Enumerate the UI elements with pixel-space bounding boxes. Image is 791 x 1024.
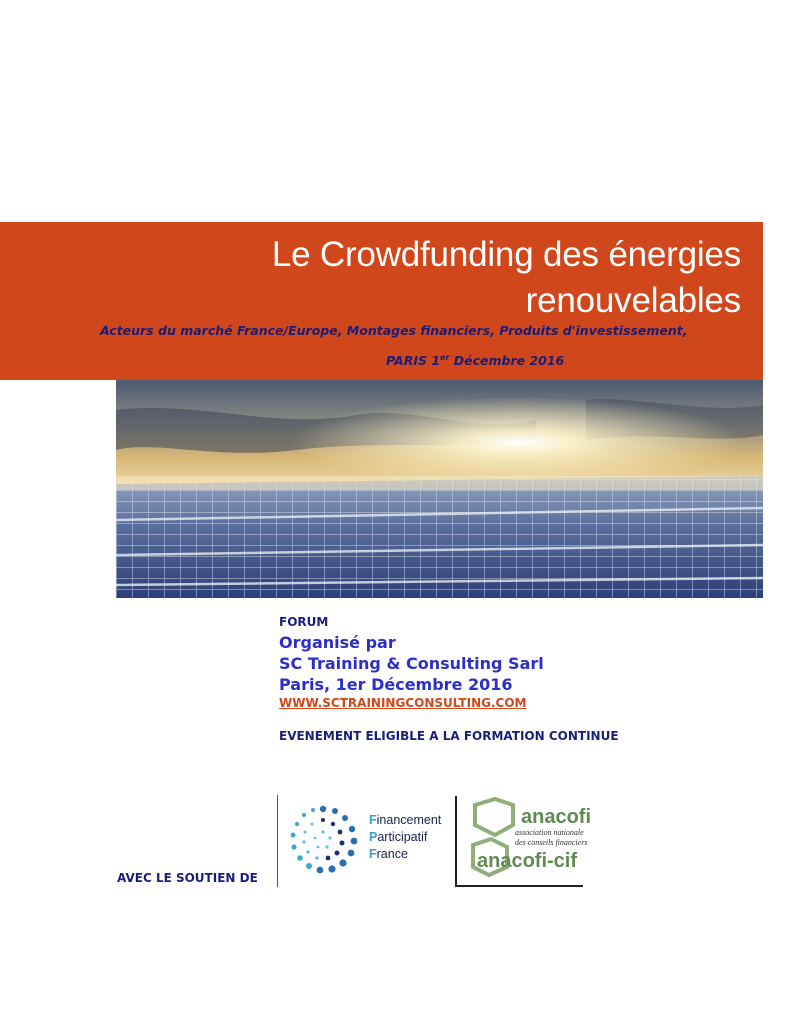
page-title [272, 232, 741, 324]
title-banner [0, 222, 763, 380]
event-info [279, 615, 619, 743]
date-prefix: PARIS 1 [386, 353, 441, 369]
fpf-circle-icon [283, 800, 363, 880]
organizer-name: SC Training & Consulting Sarl [279, 654, 544, 673]
eligibility-note: EVENEMENT ELIGIBLE A LA FORMATION CONTINUE [279, 729, 619, 743]
solar-field-illustration [116, 380, 763, 598]
forum-label: FORUM [279, 615, 329, 629]
title-line-2: renouvelables [525, 281, 741, 320]
title-line-1: Le Crowdfunding des énergies [271, 235, 741, 274]
hero-image [116, 380, 763, 598]
date-suffix: Décembre 2016 [449, 353, 565, 369]
fpf-l3b: rance [376, 847, 408, 861]
anacofi-tag1: association nationale [515, 828, 584, 837]
support-label: AVEC LE SOUTIEN DE [117, 871, 258, 885]
anacofi-logo [455, 795, 592, 887]
anacofi-emblem [455, 795, 592, 887]
fpf-wordmark [369, 812, 441, 863]
anacofi-tag2: des conseils financiers [515, 838, 588, 847]
banner-date [386, 353, 564, 368]
banner-subtitle: Acteurs du marché France/Europe, Montages financiers, Produits d'investissement, [100, 323, 688, 338]
fpf-l1b: inancement [376, 813, 442, 827]
website-link[interactable]: WWW.SCTRAININGCONSULTING.COM [279, 696, 527, 710]
fpf-l1a: F [369, 813, 377, 827]
date-sup: er [440, 353, 450, 362]
event-place-date: Paris, 1er Décembre 2016 [279, 675, 513, 694]
fpf-l2a: P [369, 830, 378, 844]
divider [277, 795, 278, 887]
fpf-l3a: F [369, 847, 377, 861]
anacofi-top: anacofi [521, 806, 592, 828]
anacofi-bottom: anacofi-cif [477, 850, 578, 872]
organise-label: Organisé par [279, 633, 396, 652]
fpf-l2b: articipatif [377, 830, 428, 844]
fpf-logo [283, 800, 453, 880]
